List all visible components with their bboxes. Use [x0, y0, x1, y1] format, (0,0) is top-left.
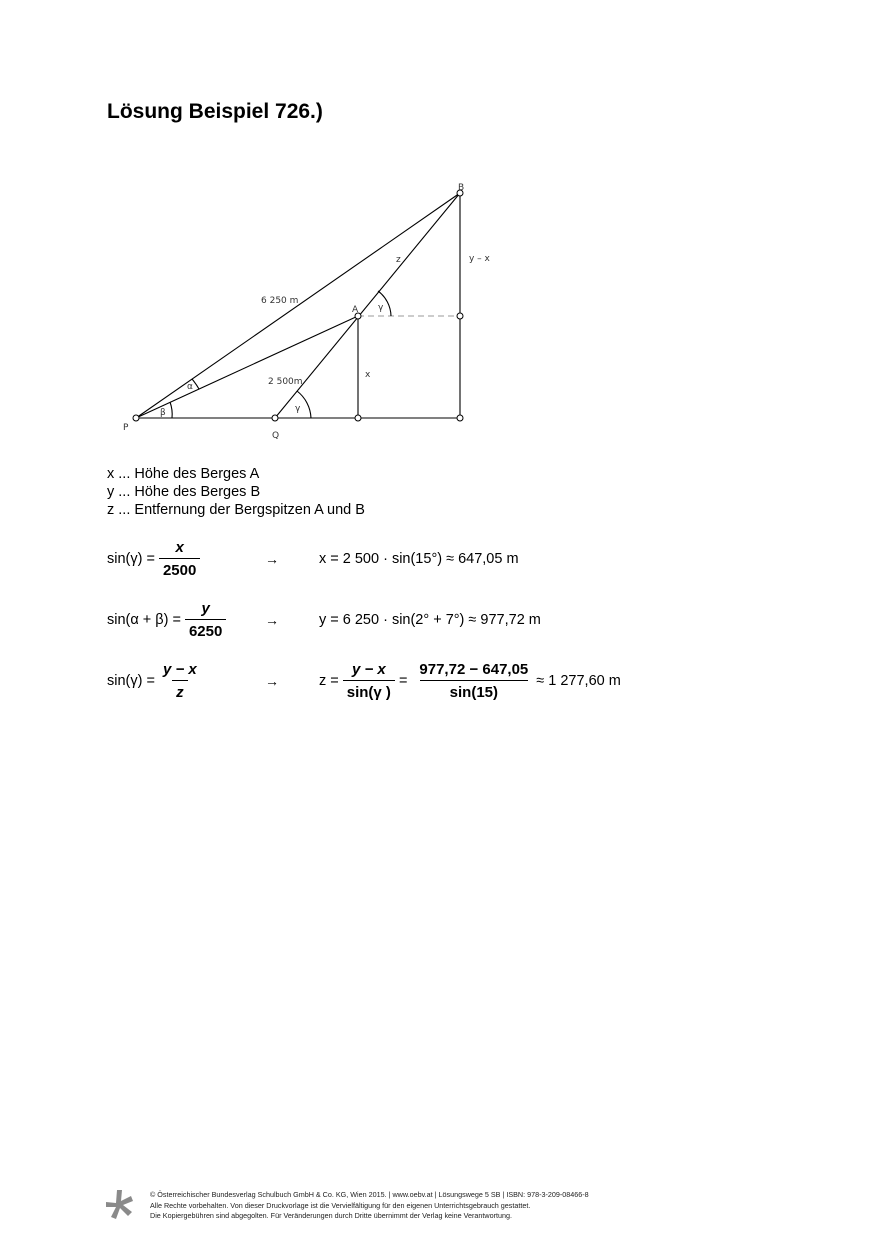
- eq3-rhs-denominator-2: sin(15): [420, 680, 528, 701]
- footer-line-3: Die Kopiergebühren sind abgegolten. Für Veränderungen durch Dritte übernimmt der Verlag keine Verantwortung.: [150, 1211, 512, 1220]
- eq3-rhs-prefix: z =: [319, 673, 339, 689]
- definition-y: y ... Höhe des Berges B: [107, 484, 261, 500]
- label-x: x: [365, 370, 371, 380]
- label-y-minus-x: y – x: [469, 254, 490, 264]
- eq1-result: x = 2 500 · sin(15°) ≈ 647,05 m: [319, 551, 519, 567]
- point-P: [133, 415, 139, 421]
- eq2-denominator: 6250: [185, 619, 226, 640]
- eq1-fraction: [159, 539, 200, 579]
- triangle-figure: [115, 178, 495, 443]
- label-alpha: α: [187, 382, 193, 392]
- line-QB: [275, 193, 460, 418]
- point-Q: [272, 415, 278, 421]
- definition-z: z ... Entfernung der Bergspitzen A und B: [107, 502, 365, 518]
- point-mid-B: [457, 313, 463, 319]
- label-beta: β: [160, 408, 166, 418]
- eq3-rhs-fraction-2: [415, 661, 532, 701]
- eq3-rhs-result: ≈ 1 277,60 m: [536, 673, 621, 689]
- eq2-fraction: [185, 600, 226, 640]
- eq3-arrow-icon: →: [265, 673, 279, 689]
- eq2-arrow-icon: →: [265, 612, 279, 628]
- eq1-numerator: x: [175, 539, 184, 556]
- label-z: z: [396, 255, 401, 265]
- label-dist-PB: 6 250 m: [261, 296, 299, 306]
- label-Q: Q: [272, 431, 280, 441]
- eq3-numerator: y − x: [162, 661, 197, 678]
- eq1-denominator: 2500: [159, 558, 200, 579]
- eq3-denominator: z: [172, 680, 188, 701]
- eq2-lhs: sin(α + β) =: [107, 612, 181, 628]
- point-foot-B: [457, 415, 463, 421]
- footer-copyright: [150, 1190, 589, 1222]
- eq3-rhs-denominator-1: sin(γ ): [343, 680, 395, 701]
- label-P: P: [123, 423, 129, 433]
- eq1-lhs: sin(γ) =: [107, 551, 155, 567]
- label-gamma-bottom: γ: [295, 404, 301, 414]
- point-foot-A: [355, 415, 361, 421]
- eq3-rhs-equals: =: [398, 673, 408, 689]
- eq3-rhs-fraction-1: [343, 661, 395, 701]
- eq2-numerator: y: [201, 600, 210, 617]
- eq3-lhs: sin(γ) =: [107, 673, 155, 689]
- page-title: Lösung Beispiel 726.): [107, 100, 323, 123]
- eq1-arrow-icon: →: [265, 551, 279, 567]
- eq3-fraction: [159, 661, 201, 701]
- arc-beta: [170, 402, 172, 418]
- definitions-list: [107, 465, 365, 519]
- eq3-rhs-numerator-2: 977,72 − 647,05: [419, 661, 529, 678]
- label-gamma-top: γ: [378, 303, 384, 313]
- label-dist-QA: 2 500m: [268, 377, 303, 387]
- eq2-result: y = 6 250 · sin(2° + 7°) ≈ 977,72 m: [319, 612, 541, 628]
- label-B: B: [458, 183, 465, 193]
- label-A: A: [352, 305, 359, 315]
- arc-alpha: [192, 379, 199, 389]
- footer-line-2: Alle Rechte vorbehalten. Von dieser Druckvorlage ist die Vervielfältigung für den eigenen Unterrichtsgebrauch gestattet.: [150, 1200, 531, 1210]
- line-PA: [136, 316, 358, 418]
- publisher-logo-icon: [103, 1188, 137, 1222]
- footer-line-1: © Österreichischer Bundesverlag Schulbuch GmbH & Co. KG, Wien 2015. | www.oebv.at | Lösungswege 5 SB | ISBN: 978-3-209-08466-8: [150, 1190, 589, 1199]
- definition-x: x ... Höhe des Berges A: [107, 466, 260, 482]
- eq3-rhs-numerator-1: y − x: [351, 661, 386, 678]
